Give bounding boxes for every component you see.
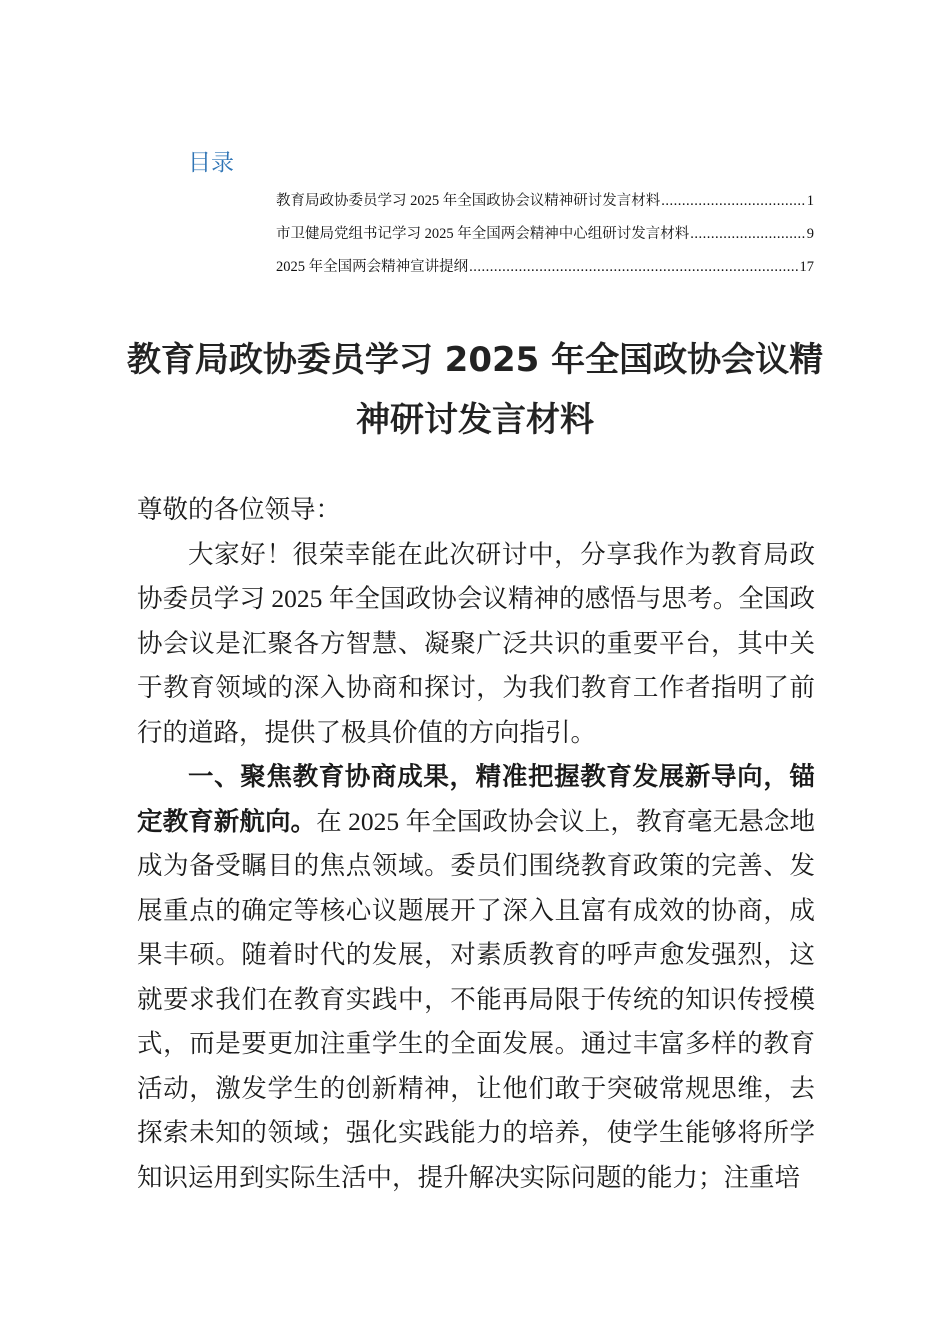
toc-heading: 目录 [188,150,234,176]
toc-entry-page: 17 [799,259,814,275]
toc-leader-dots [661,190,806,212]
toc-entry[interactable] [276,256,814,289]
toc-entry-title: 市卫健局党组书记学习 2025 年全国两会精神中心组研讨发言材料 [276,226,690,242]
intro-paragraph: 大家好！很荣幸能在此次研讨中，分享我作为教育局政协委员学习 2025 年全国政协会议精神的感悟与思考。全国政协会议是汇聚各方智慧、凝聚广泛共识的重要平台，其中关于教育领域的深入协商和探讨，为我们教育工作者指明了前行的道路，提供了极具价值的方向指引。 [137,539,815,747]
section-paragraph [137,755,815,1200]
toc-leader-dots [690,223,806,245]
section-heading: 一、聚焦教育协商成果，精准把握教育发展新导向，锚定教育新航向。 [137,762,815,836]
document-body [137,488,815,1200]
toc-entry[interactable] [276,223,814,256]
section-text: 在 2025 年全国政协会议上，教育毫无悬念地成为备受瞩目的焦点领域。委员们围绕教育政策的完善、发展重点的确定等核心议题展开了深入且富有成效的协商，成果丰硕。随着时代的发展，对素质教育的呼声愈发强烈，这就要求我们在教育实践中，不能再局限于传统的知识传授模式，而是要更加注重学生的全面发展。通过丰富多样的教育活动，激发学生的创新精神，让他们敢于突破常规思维，去探索未知的领域；强化实践能力的培养，使学生能够将所学知识运用到实际生活中，提升解决实际问题的能力；注重培 [137,806,815,1192]
salutation: 尊敬的各位领导： [137,495,342,524]
toc-entry-title: 教育局政协委员学习 2025 年全国政协会议精神研讨发言材料 [276,193,661,209]
toc-entry[interactable] [276,190,814,223]
toc-leader-dots [469,256,798,278]
document-title: 教育局政协委员学习 2025 年全国政协会议精神研讨发言材料 [126,340,824,440]
toc-entry-page: 9 [806,226,814,242]
toc-entry-page: 1 [806,193,814,209]
toc-entry-title: 2025 年全国两会精神宣讲提纲 [276,259,469,275]
table-of-contents [276,190,814,289]
